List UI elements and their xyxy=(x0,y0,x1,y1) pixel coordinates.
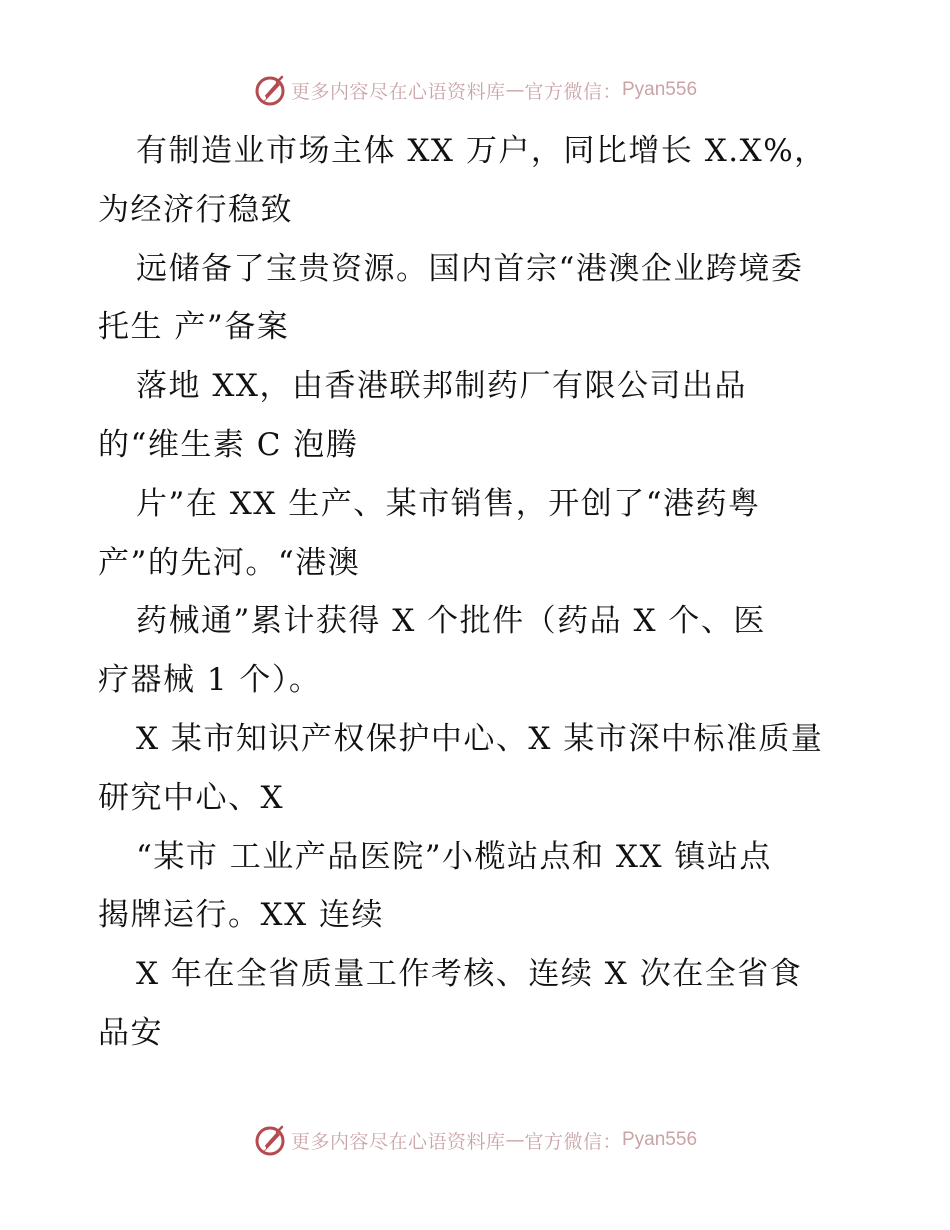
footer-watermark-banner xyxy=(0,1122,950,1158)
header-banner-separator: — xyxy=(505,79,525,101)
text-line-14: 揭牌运行。XX 连续 xyxy=(98,897,384,934)
text-line-6: 的“维生素 C 泡腾 xyxy=(98,426,359,463)
footer-banner-title: 更多内容尽在心语资料库 xyxy=(290,1130,506,1153)
text-line-9: 药械通”累计获得 X 个批件（药品 X 个、医 xyxy=(136,603,766,640)
header-banner-wechat-id: Pyan556 xyxy=(622,79,698,100)
header-banner-label: 官方微信： xyxy=(524,80,622,103)
text-line-2: 为经济行稳致 xyxy=(98,191,293,228)
document-body xyxy=(98,122,858,1063)
text-line-10: 疗器械 1 个）。 xyxy=(98,662,322,699)
text-line-1: 有制造业市场主体 XX 万户，同比增长 X.X%， xyxy=(136,133,827,169)
text-line-7: 片”在 XX 生产、某市销售，开创了“港药粤 xyxy=(136,485,761,522)
header-banner-title: 更多内容尽在心语资料库 xyxy=(290,80,506,103)
text-line-12: 研究中心、X xyxy=(98,779,285,816)
text-line-3: 远储备了宝贵资源。国内首宗“港澳企业跨境委 xyxy=(136,250,804,287)
text-line-11: X 某市知识产权保护中心、X 某市深中标准质量 xyxy=(136,720,824,757)
quill-pen-seal-logo-icon xyxy=(253,1123,287,1157)
text-line-4: 托生 产”备案 xyxy=(98,309,290,346)
text-line-5: 落地 XX，由香港联邦制药厂有限公司出品 xyxy=(136,368,747,405)
text-line-16: 品安 xyxy=(98,1014,163,1051)
header-watermark-banner xyxy=(0,72,950,108)
quill-pen-seal-logo-icon xyxy=(253,73,287,107)
footer-banner-wechat-id: Pyan556 xyxy=(622,1129,698,1150)
text-line-15: X 年在全省质量工作考核、连续 X 次在全省食 xyxy=(136,956,803,993)
text-line-8: 产”的先河。“港澳 xyxy=(98,544,361,581)
footer-banner-label: 官方微信： xyxy=(524,1130,622,1153)
text-line-13: “某市 工业产品医院”小榄站点和 XX 镇站点 xyxy=(136,838,772,875)
footer-banner-separator: — xyxy=(505,1129,525,1151)
